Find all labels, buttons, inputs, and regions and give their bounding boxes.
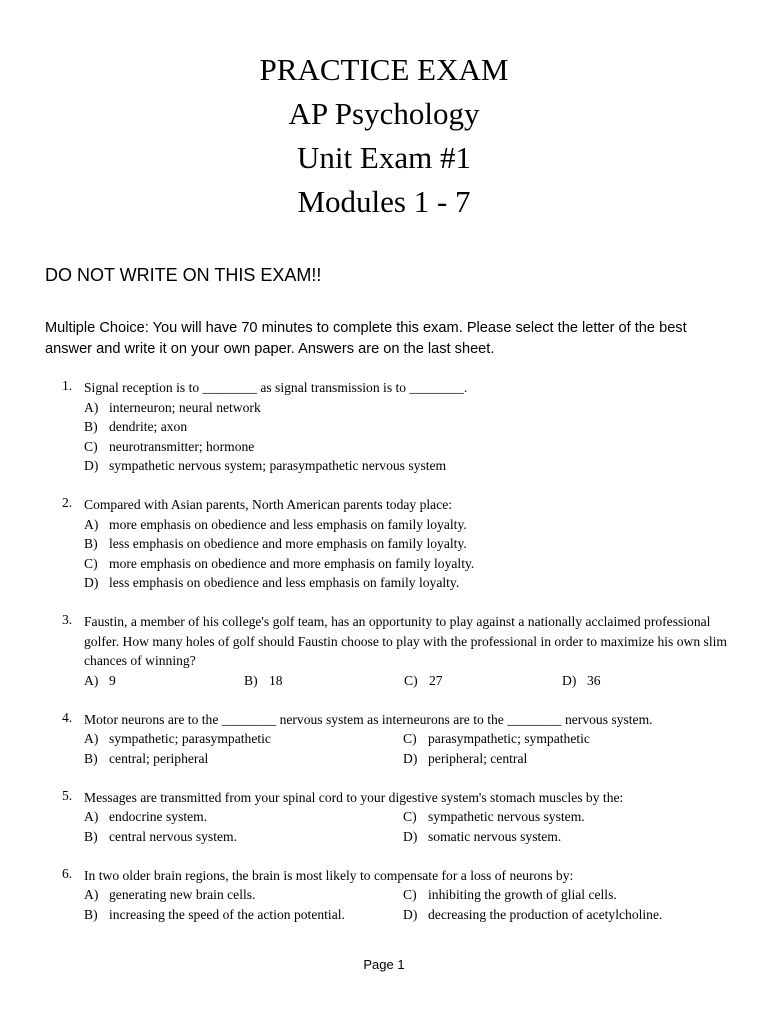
option-text: 27 xyxy=(429,672,443,688)
option-text: parasympathetic; sympathetic xyxy=(428,731,590,746)
option-c xyxy=(84,554,732,574)
option-text: more emphasis on obedience and less emphasis on family loyalty. xyxy=(109,516,467,532)
option-text: less emphasis on obedience and more emphasis on family loyalty. xyxy=(109,536,467,551)
option-letter: B) xyxy=(84,419,98,434)
question-text: Messages are transmitted from your spinal cord to your digestive system's stomach muscles by the: xyxy=(84,789,624,805)
option-letter: C) xyxy=(84,438,98,454)
option-letter: A) xyxy=(84,399,99,415)
question-1 xyxy=(62,378,732,476)
answer-options xyxy=(84,515,732,593)
option-b xyxy=(84,827,403,847)
option-letter: A) xyxy=(84,672,99,688)
option-text: 9 xyxy=(109,672,116,688)
option-b xyxy=(84,905,403,925)
option-letter: B) xyxy=(84,906,98,922)
option-text: peripheral; central xyxy=(428,750,528,766)
option-text: dendrite; axon xyxy=(109,419,188,434)
instructions-text: Multiple Choice: You will have 70 minutes to complete this exam. Please select the letter of the best answer and write it on your own paper. Answers are on the last sheet. xyxy=(45,320,687,357)
title-line: Modules 1 - 7 xyxy=(297,184,471,219)
answer-options xyxy=(84,807,732,846)
option-b xyxy=(84,749,403,769)
option-text: sympathetic nervous system. xyxy=(428,809,585,824)
title-line: PRACTICE EXAM xyxy=(259,52,509,87)
question-number: 1. xyxy=(62,378,73,393)
question-2 xyxy=(62,495,732,593)
question-5 xyxy=(62,788,732,847)
option-text: central; peripheral xyxy=(109,750,209,766)
option-c xyxy=(404,671,562,691)
option-letter: B) xyxy=(84,750,98,766)
page-number: Page 1 xyxy=(363,957,405,972)
option-text: more emphasis on obedience and more emphasis on family loyalty. xyxy=(109,555,475,571)
option-c xyxy=(84,437,732,457)
option-c xyxy=(403,807,732,827)
exam-title xyxy=(0,48,768,224)
option-letter: C) xyxy=(403,887,417,902)
option-a xyxy=(84,515,732,535)
option-d xyxy=(403,905,732,925)
option-a xyxy=(84,729,403,749)
option-d xyxy=(84,573,732,593)
option-letter: A) xyxy=(84,809,99,824)
question-3 xyxy=(62,612,732,690)
option-letter: D) xyxy=(562,672,577,688)
answer-options xyxy=(84,398,732,476)
option-a xyxy=(84,398,732,418)
option-text: interneuron; neural network xyxy=(109,399,261,415)
option-text: inhibiting the growth of glial cells. xyxy=(428,887,617,902)
option-letter: D) xyxy=(84,458,99,473)
option-text: sympathetic; parasympathetic xyxy=(109,731,271,746)
question-list xyxy=(62,378,732,944)
option-letter: C) xyxy=(403,731,417,746)
option-text: 18 xyxy=(269,672,283,688)
option-text: somatic nervous system. xyxy=(428,828,562,844)
option-letter: D) xyxy=(84,575,99,590)
option-letter: C) xyxy=(84,555,98,571)
question-number: 3. xyxy=(62,612,73,627)
option-a xyxy=(84,671,244,691)
question-4 xyxy=(62,710,732,769)
question-number: 6. xyxy=(62,865,73,881)
answer-options xyxy=(84,729,732,768)
option-letter: A) xyxy=(84,731,99,746)
option-letter: D) xyxy=(403,750,418,766)
option-letter: C) xyxy=(404,672,418,688)
option-letter: B) xyxy=(244,672,258,688)
question-6 xyxy=(62,866,732,925)
option-letter: B) xyxy=(84,536,98,551)
question-text: Motor neurons are to the ________ nervous system as interneurons are to the ________ nervous system. xyxy=(84,711,653,727)
option-letter: B) xyxy=(84,828,98,844)
option-text: endocrine system. xyxy=(109,809,208,824)
question-text: Faustin, a member of his college's golf team, has an opportunity to play against a nationally acclaimed professional golfer. How many holes of golf should Faustin choose to play with the professional in order to maximize his own slim chances of winning? xyxy=(84,614,727,668)
warning-heading: DO NOT WRITE ON THIS EXAM!! xyxy=(45,265,322,285)
question-number: 5. xyxy=(62,787,73,803)
title-line: AP Psychology xyxy=(288,96,480,131)
option-d xyxy=(403,749,732,769)
option-letter: D) xyxy=(403,906,418,922)
option-letter: C) xyxy=(403,809,417,824)
title-line: Unit Exam #1 xyxy=(297,140,471,175)
option-b xyxy=(84,534,732,554)
option-letter: A) xyxy=(84,887,99,902)
option-d xyxy=(562,671,732,691)
option-text: 36 xyxy=(587,672,601,688)
option-text: neurotransmitter; hormone xyxy=(109,438,255,454)
question-text: In two older brain regions, the brain is most likely to compensate for a loss of neurons by: xyxy=(84,867,574,883)
option-letter: A) xyxy=(84,516,99,532)
option-text: sympathetic nervous system; parasympathetic nervous system xyxy=(109,458,447,473)
option-a xyxy=(84,885,403,905)
question-number: 4. xyxy=(62,709,73,725)
option-text: central nervous system. xyxy=(109,828,237,844)
answer-options xyxy=(84,671,732,691)
option-text: decreasing the production of acetylcholine. xyxy=(428,906,663,922)
option-c xyxy=(403,885,732,905)
option-b xyxy=(84,417,732,437)
option-a xyxy=(84,807,403,827)
question-text: Signal reception is to ________ as signal transmission is to ________. xyxy=(84,380,468,395)
question-number: 2. xyxy=(62,495,73,510)
option-letter: D) xyxy=(403,828,418,844)
option-b xyxy=(244,671,404,691)
option-c xyxy=(403,729,732,749)
option-text: increasing the speed of the action potential. xyxy=(109,906,345,922)
answer-options xyxy=(84,885,732,924)
option-text: less emphasis on obedience and less emphasis on family loyalty. xyxy=(109,575,460,590)
option-d xyxy=(84,456,732,476)
option-text: generating new brain cells. xyxy=(109,887,256,902)
question-text: Compared with Asian parents, North American parents today place: xyxy=(84,497,453,512)
option-d xyxy=(403,827,732,847)
